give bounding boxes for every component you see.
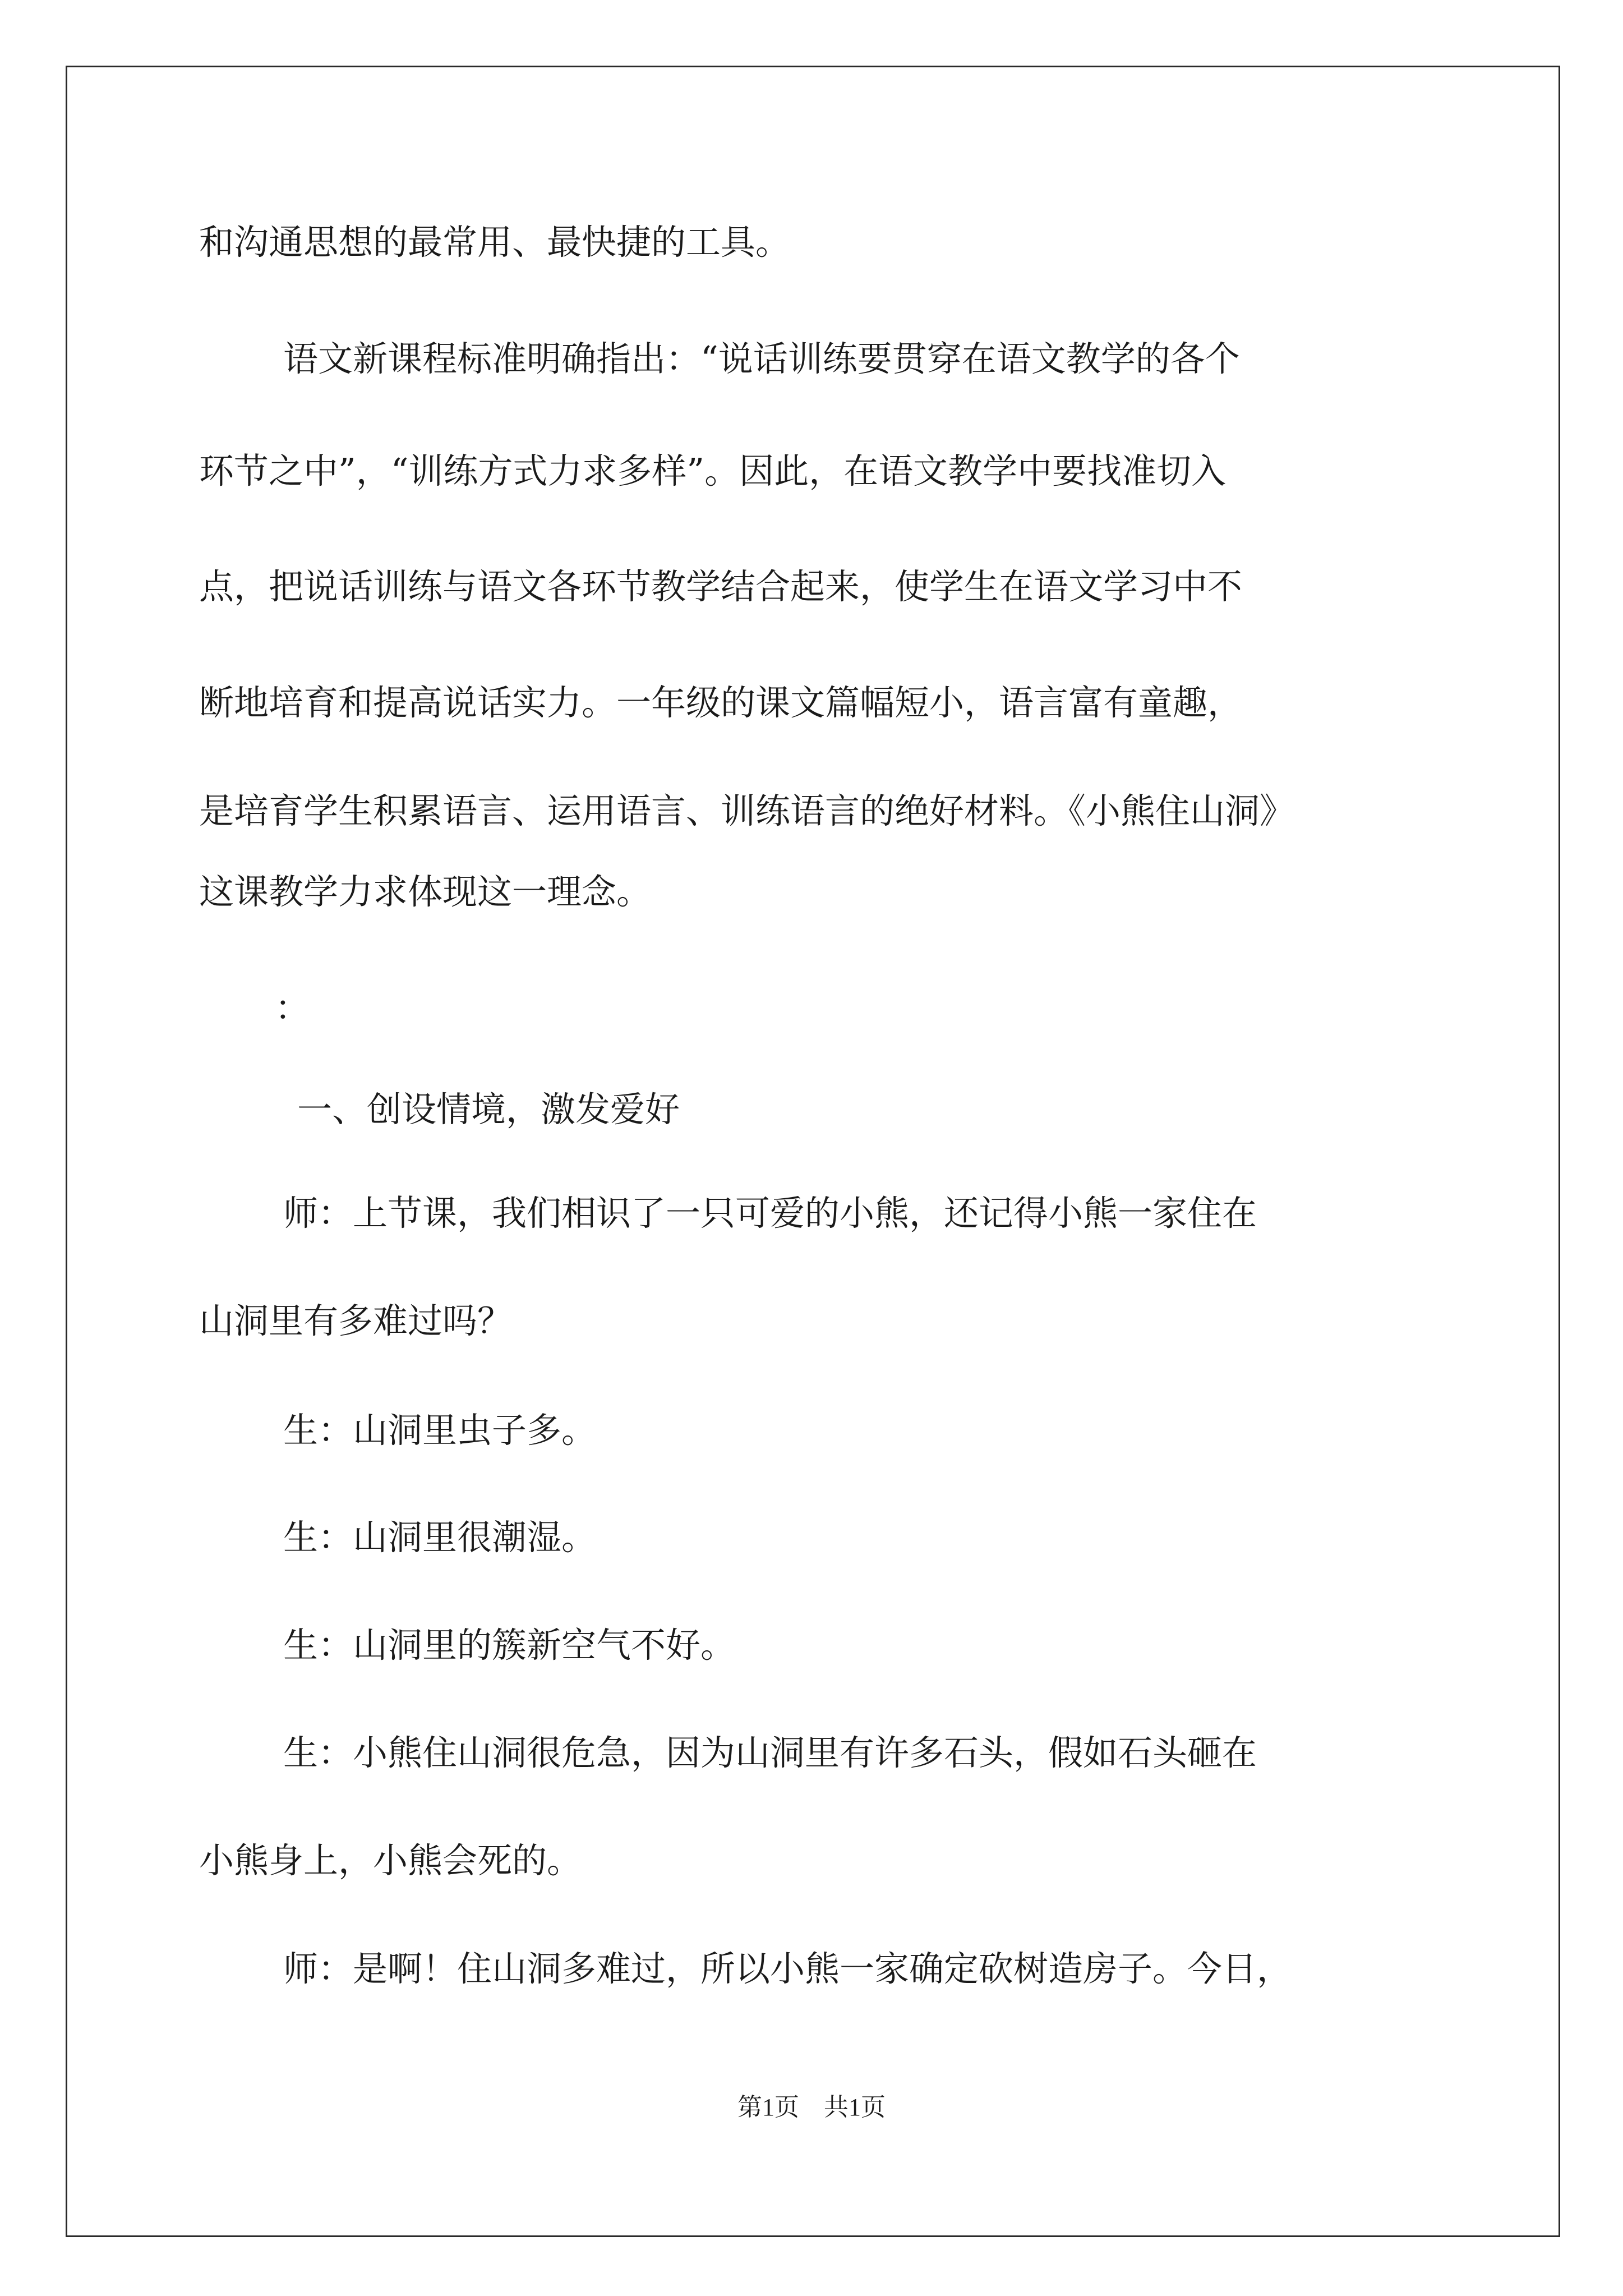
text-line: 师：上节课，我们相识了一只可爱的小熊，还记得小熊一家住在	[283, 1193, 1257, 1234]
text-line: 是培育学生积累语言、运用语言、训练语言的绝好材料。《小熊住山洞》	[199, 790, 1295, 831]
page-total: 共1页	[824, 2093, 886, 2121]
text-line: 师：是啊！住山洞多难过，所以小熊一家确定砍树造房子。今日，	[283, 1948, 1292, 1989]
text-line: 山洞里有多难过吗？	[199, 1300, 513, 1341]
page-border	[66, 66, 1560, 2237]
text-line: 这课教学力求体现这一理念。	[199, 871, 652, 912]
text-line: 环节之中”，“训练方式力求多样”。因此，在语文教学中要找准切入	[199, 450, 1227, 491]
text-line: 生：山洞里很潮湿。	[283, 1517, 597, 1558]
text-line: 和沟通思想的最常用、最快捷的工具。	[199, 222, 791, 263]
text-line: ：	[275, 987, 310, 1028]
text-line: 语文新课程标准明确指出：“说话训练要贯穿在语文教学的各个	[283, 338, 1240, 379]
section-heading: 一、创设情境，激发爱好	[297, 1089, 680, 1130]
text-line: 生：小熊住山洞很危急，因为山洞里有许多石头，假如石头砸在	[283, 1732, 1257, 1773]
text-line: 生：山洞里虫子多。	[283, 1410, 597, 1451]
page-number: 第1页	[737, 2093, 799, 2121]
text-line: 小熊身上，小熊会死的。	[199, 1840, 582, 1881]
page-footer	[0, 2091, 1623, 2124]
text-line: 断地培育和提高说话实力。一年级的课文篇幅短小，语言富有童趣，	[199, 682, 1243, 723]
text-line: 点，把说话训练与语文各环节教学结合起来，使学生在语文学习中不	[199, 566, 1243, 607]
text-line: 生：山洞里的簇新空气不好。	[283, 1625, 736, 1665]
